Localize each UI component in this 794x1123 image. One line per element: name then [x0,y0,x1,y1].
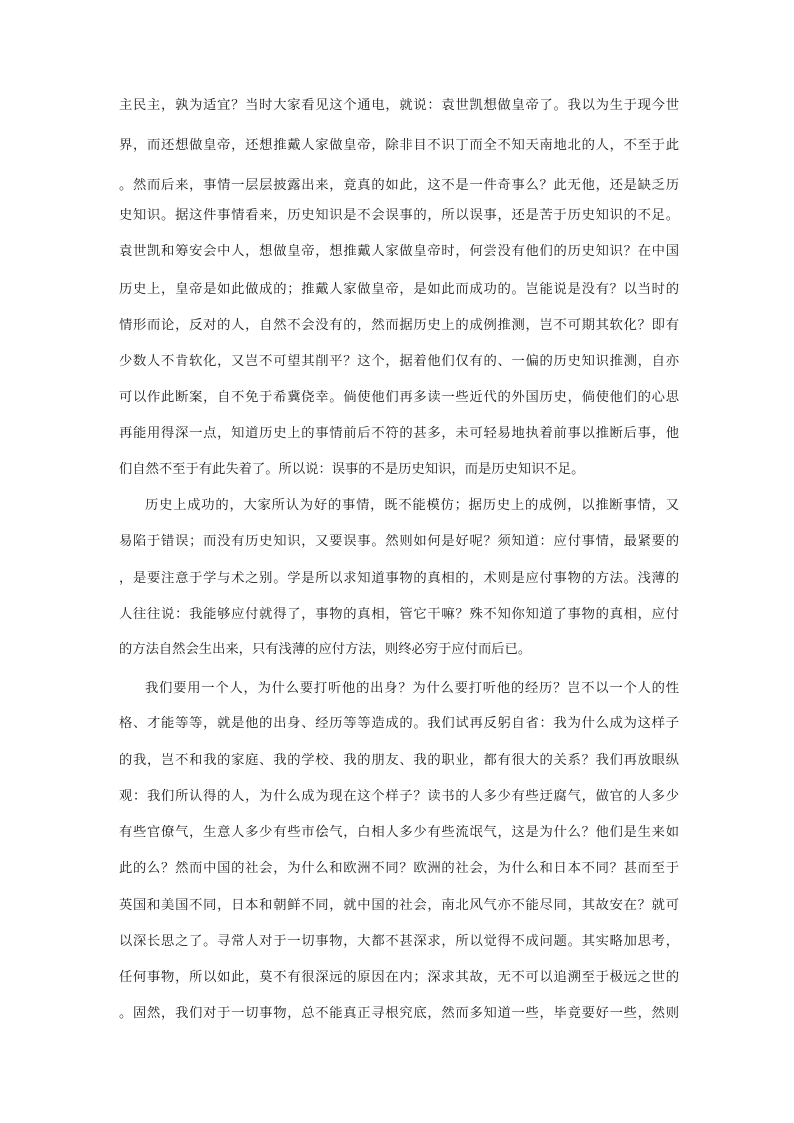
text-line: 的方法自然会生出来，只有浅薄的应付方法，则终必穷于应付而后已。 [119,642,532,657]
text-line: 有些官僚气，生意人多少有些市侩气，白相人多少有些流氓气，这是为什么？他们是生来如 [119,825,679,840]
text-line: 们自然不至于有此失着了。所以说：误事的不是历史知识，而是历史知识不足。 [119,462,585,477]
text-line: 主民主，孰为适宜？当时大家看见这个通电，就说：袁世凯想做皇帝了。我以为生于现今世 [119,98,679,113]
text-line: 界，而还想做皇帝，还想推戴人家做皇帝，除非目不识丁而全不知天南地北的人，不至于此 [119,138,679,153]
text-line: 史知识。据这件事情看来，历史知识是不会误事的，所以误事，还是苦于历史知识的不足。 [119,208,679,223]
text-line: 易陷于错误；而没有历史知识，又要误事。然则如何是好呢？须知道：应付事情，最紧要的 [119,534,679,549]
paragraph-first-line: 历史上成功的，大家所认为好的事情，既不能模仿；据历史上的成例，以推断事情，又 [145,498,679,513]
text-line: 历史上，皇帝是如此做成的；推戴人家做皇帝，是如此而成功的。岂能说是没有？以当时的 [119,282,679,297]
text-line: 的我，岂不和我的家庭、我的学校、我的朋友、我的职业，都有很大的关系？我们再放眼纵 [119,753,679,768]
text-line: 情形而论，反对的人，自然不会没有的，然而据历史上的成例推测，岂不可期其软化？即有 [119,318,679,333]
text-line: 少数人不肯软化，又岂不可望其削平？这个，据着他们仅有的、一偏的历史知识推测，自亦 [119,354,679,369]
text-line: 任何事物，所以如此，莫不有很深远的原因在内；深求其故，无不可以追溯至于极远之世的 [119,970,679,985]
text-line: 再能用得深一点，知道历史上的事情前后不符的甚多，未可轻易地执着前事以推断后事，他 [119,426,679,441]
text-line: 人往往说：我能够应付就得了，事物的真相，管它干嘛？殊不知你知道了事物的真相，应付 [119,607,679,622]
text-line: 。然而后来，事情一层层披露出来，竟真的如此，这不是一件奇事么？此无他，还是缺乏历 [119,178,679,193]
text-line: 英国和美国不同，日本和朝鲜不同，就中国的社会，南北风气亦不能尽同，其故安在？就可 [119,898,679,913]
text-line: 。固然，我们对于一切事物，总不能真正寻根究底，然而多知道一些，毕竟要好一些，然则 [119,1006,679,1021]
text-line: 此的么？然而中国的社会，为什么和欧洲不同？欧洲的社会，为什么和日本不同？甚而至于 [119,861,679,876]
text-line: 袁世凯和筹安会中人，想做皇帝，想推戴人家做皇帝时，何尝没有他们的历史知识？在中国 [119,244,679,259]
text-line: 以深长思之了。寻常人对于一切事物，大都不甚深求，所以觉得不成问题。其实略加思考， [119,934,679,949]
text-line: 观：我们所认得的人，为什么成为现在这个样子？读书的人多少有些迂腐气，做官的人多少 [119,789,679,804]
paragraph-first-line: 我们要用一个人，为什么要打听他的出身？为什么要打听他的经历？岂不以一个人的性 [145,681,679,696]
text-line: 格、才能等等，就是他的出身、经历等等造成的。我们试再反躬自省：我为什么成为这样子 [119,716,679,731]
text-line: ，是要注意于学与术之别。学是所以求知道事物的真相的，术则是应付事物的方法。浅薄的 [119,571,679,586]
text-line: 可以作此断案，自不免于希冀侥幸。倘使他们再多读一些近代的外国历史，倘使他们的心思 [119,390,679,405]
